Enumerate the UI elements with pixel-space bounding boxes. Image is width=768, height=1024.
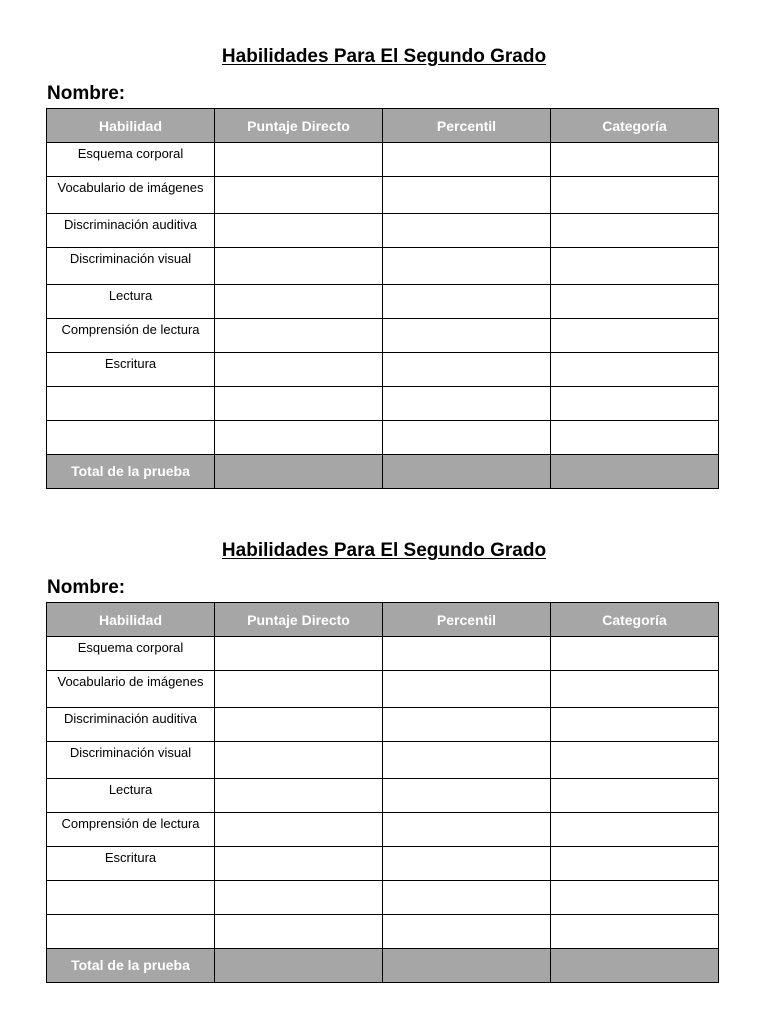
column-header-category: Categoría — [551, 109, 719, 143]
raw-score-cell[interactable] — [215, 742, 383, 779]
column-header-raw-score: Puntaje Directo — [215, 603, 383, 637]
percentile-cell[interactable] — [383, 387, 551, 421]
percentile-cell[interactable] — [383, 742, 551, 779]
category-cell[interactable] — [551, 708, 719, 742]
raw-score-cell[interactable] — [215, 915, 383, 949]
category-cell[interactable] — [551, 387, 719, 421]
category-cell[interactable] — [551, 143, 719, 177]
raw-score-cell[interactable] — [215, 353, 383, 387]
percentile-cell[interactable] — [383, 248, 551, 285]
raw-score-cell[interactable] — [215, 671, 383, 708]
table-header-row — [47, 109, 719, 143]
percentile-cell[interactable] — [383, 915, 551, 949]
category-cell[interactable] — [551, 779, 719, 813]
skill-cell: Escritura — [47, 353, 215, 387]
table-row — [47, 285, 719, 319]
table-row — [47, 177, 719, 214]
skill-cell[interactable] — [47, 881, 215, 915]
raw-score-cell[interactable] — [215, 319, 383, 353]
category-cell[interactable] — [551, 177, 719, 214]
raw-score-cell[interactable] — [215, 813, 383, 847]
page-title: Habilidades Para El Segundo Grado — [221, 46, 547, 67]
skill-cell: Discriminación visual — [47, 742, 215, 779]
table-row — [47, 881, 719, 915]
name-label: Nombre: — [47, 83, 126, 104]
percentile-cell[interactable] — [383, 671, 551, 708]
category-cell[interactable] — [551, 915, 719, 949]
table-row — [47, 813, 719, 847]
raw-score-cell[interactable] — [215, 779, 383, 813]
total-label: Total de la prueba — [47, 949, 215, 983]
raw-score-cell[interactable] — [215, 421, 383, 455]
category-cell[interactable] — [551, 285, 719, 319]
percentile-cell[interactable] — [383, 421, 551, 455]
category-cell[interactable] — [551, 248, 719, 285]
raw-score-cell[interactable] — [215, 285, 383, 319]
table-row — [47, 143, 719, 177]
skill-cell: Discriminación auditiva — [47, 214, 215, 248]
percentile-cell[interactable] — [383, 813, 551, 847]
percentile-cell[interactable] — [383, 143, 551, 177]
category-cell[interactable] — [551, 353, 719, 387]
table-row — [47, 915, 719, 949]
skill-cell: Lectura — [47, 285, 215, 319]
table-row — [47, 779, 719, 813]
column-header-category: Categoría — [551, 603, 719, 637]
percentile-cell[interactable] — [383, 319, 551, 353]
column-header-percentile: Percentil — [383, 109, 551, 143]
table-row — [47, 248, 719, 285]
category-cell[interactable] — [551, 847, 719, 881]
total-category-cell[interactable] — [551, 455, 719, 489]
skill-cell[interactable] — [47, 387, 215, 421]
table-row — [47, 319, 719, 353]
skill-cell: Comprensión de lectura — [47, 319, 215, 353]
percentile-cell[interactable] — [383, 708, 551, 742]
total-percentile-cell[interactable] — [383, 949, 551, 983]
percentile-cell[interactable] — [383, 353, 551, 387]
raw-score-cell[interactable] — [215, 143, 383, 177]
skill-cell: Discriminación auditiva — [47, 708, 215, 742]
category-cell[interactable] — [551, 742, 719, 779]
table-row — [47, 421, 719, 455]
total-raw-score-cell[interactable] — [215, 949, 383, 983]
total-row — [47, 949, 719, 983]
total-percentile-cell[interactable] — [383, 455, 551, 489]
table-row — [47, 847, 719, 881]
skill-cell: Discriminación visual — [47, 248, 215, 285]
skills-table — [46, 602, 719, 983]
page-title: Habilidades Para El Segundo Grado — [221, 540, 547, 561]
skill-cell: Esquema corporal — [47, 143, 215, 177]
percentile-cell[interactable] — [383, 847, 551, 881]
table-row — [47, 214, 719, 248]
percentile-cell[interactable] — [383, 285, 551, 319]
category-cell[interactable] — [551, 637, 719, 671]
raw-score-cell[interactable] — [215, 881, 383, 915]
table-row — [47, 708, 719, 742]
table-header-row — [47, 603, 719, 637]
skill-cell[interactable] — [47, 915, 215, 949]
percentile-cell[interactable] — [383, 214, 551, 248]
raw-score-cell[interactable] — [215, 387, 383, 421]
percentile-cell[interactable] — [383, 637, 551, 671]
table-row — [47, 637, 719, 671]
category-cell[interactable] — [551, 813, 719, 847]
percentile-cell[interactable] — [383, 779, 551, 813]
total-row — [47, 455, 719, 489]
percentile-cell[interactable] — [383, 177, 551, 214]
skill-cell: Escritura — [47, 847, 215, 881]
category-cell[interactable] — [551, 214, 719, 248]
column-header-raw-score: Puntaje Directo — [215, 109, 383, 143]
skills-table — [46, 108, 719, 489]
percentile-cell[interactable] — [383, 881, 551, 915]
raw-score-cell[interactable] — [215, 637, 383, 671]
raw-score-cell[interactable] — [215, 248, 383, 285]
column-header-skill: Habilidad — [47, 109, 215, 143]
raw-score-cell[interactable] — [215, 177, 383, 214]
name-label: Nombre: — [47, 577, 126, 598]
skill-cell: Vocabulario de imágenes — [47, 671, 215, 708]
category-cell[interactable] — [551, 881, 719, 915]
column-header-skill: Habilidad — [47, 603, 215, 637]
total-label: Total de la prueba — [47, 455, 215, 489]
table-row — [47, 387, 719, 421]
raw-score-cell[interactable] — [215, 214, 383, 248]
raw-score-cell[interactable] — [215, 847, 383, 881]
category-cell[interactable] — [551, 319, 719, 353]
raw-score-cell[interactable] — [215, 708, 383, 742]
table-row — [47, 353, 719, 387]
column-header-percentile: Percentil — [383, 603, 551, 637]
skill-cell: Lectura — [47, 779, 215, 813]
skill-cell: Vocabulario de imágenes — [47, 177, 215, 214]
category-cell[interactable] — [551, 421, 719, 455]
table-row — [47, 742, 719, 779]
skill-cell: Comprensión de lectura — [47, 813, 215, 847]
skill-cell[interactable] — [47, 421, 215, 455]
total-raw-score-cell[interactable] — [215, 455, 383, 489]
category-cell[interactable] — [551, 671, 719, 708]
skill-cell: Esquema corporal — [47, 637, 215, 671]
total-category-cell[interactable] — [551, 949, 719, 983]
table-row — [47, 671, 719, 708]
